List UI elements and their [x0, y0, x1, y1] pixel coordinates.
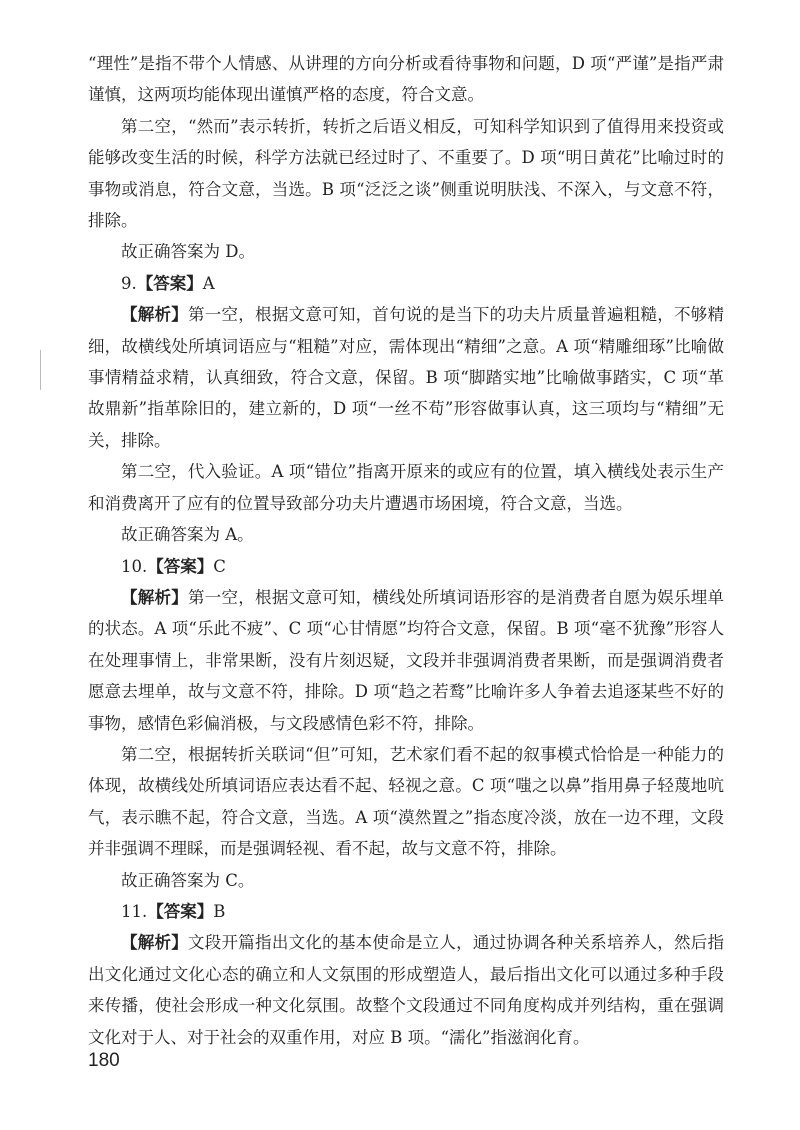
question-number: 11.	[121, 901, 148, 921]
answer-value: B	[213, 901, 226, 921]
answer-label: 【答案】	[147, 901, 214, 921]
answer-value: A	[202, 273, 215, 293]
analysis-q10-blank1	[88, 582, 724, 739]
answer-heading-q10	[88, 551, 724, 582]
analysis-label: 【解析】	[121, 587, 189, 607]
paragraph-q8-conclusion: 故正确答案为 D。	[121, 242, 255, 262]
analysis-q9-blank2: 第二空，代入验证。A 项“错位”指离开原来的或应有的位置，填入横线处表示生产和消费离开了应有的位置导致部分功夫片遭遇市场困境，符合文意，当选。	[88, 462, 724, 513]
answer-value: C	[213, 556, 226, 576]
analysis-q9-blank1	[88, 299, 724, 456]
scan-margin-mark	[40, 350, 41, 390]
page-body	[88, 48, 724, 1053]
question-number: 10.	[121, 556, 148, 576]
answer-heading-q11	[88, 896, 724, 927]
analysis-q10-conclusion: 故正确答案为 C。	[121, 870, 255, 890]
analysis-label: 【解析】	[121, 933, 189, 953]
analysis-q9-conclusion: 故正确答案为 A。	[121, 525, 254, 545]
paragraph-q8-blank2: 第二空，“然而”表示转折，转折之后语义相反，可知科学知识到了值得用来投资或能够改变生活的时候，科学方法就已经过时了、不重要了。D 项“明日黄花”比喻过时的事物或消息，符合文意，当选。B 项“泛泛之谈”侧重说明肤浅、不深入，与文意不符，排除。	[88, 116, 724, 231]
answer-heading-q9	[88, 268, 724, 299]
analysis-q11	[88, 927, 724, 1053]
answer-label: 【答案】	[147, 556, 214, 576]
analysis-text: 第一空，根据文意可知，首句说的是当下的功夫片质量普遍粗糙，不够精细，故横线处所填词语应与“粗糙”对应，需体现出“精细”之意。A 项“精雕细琢”比喻做事情精益求精，认真细致，符合文意，保留。B 项“脚踏实地”比喻做事踏实，C 项“革故鼎新”指革除旧的，建立新的，D 项“一丝不苟”形容做事认真，这三项均与“精细”无关，排除。	[88, 305, 725, 450]
analysis-text: 文段开篇指出文化的基本使命是立人，通过协调各种关系培养人，然后指出文化通过文化心态的确立和人文氛围的形成塑造人，最后指出文化可以通过多种手段来传播，使社会形成一种文化氛围。故整个文段通过不同角度构成并列结构，重在强调文化对于人、对于社会的双重作用，对应 B 项。“濡化”指滋润化育。	[88, 933, 725, 1047]
page-number: 180	[88, 1050, 120, 1071]
answer-label: 【答案】	[136, 273, 203, 293]
question-number: 9.	[121, 273, 137, 293]
analysis-text: 第一空，根据文意可知，横线处所填词语形容的是消费者自愿为娱乐埋单的状态。A 项“乐此不疲”、C 项“心甘情愿”均符合文意，保留。B 项“毫不犹豫”形容人在处理事情上，非常果断，没有片刻迟疑，文段并非强调消费者果断，而是强调消费者愿意去埋单，故与文意不符，排除。D 项“趋之若鹜”比喻许多人争着去追逐某些不好的事物，感情色彩偏消极，与文段感情色彩不符，排除。	[88, 587, 725, 733]
paragraph-q8-blank1-continued: “理性”是指不带个人情感、从讲理的方向分析或看待事物和问题，D 项“严谨”是指严肃谨慎，这两项均能体现出谨慎严格的态度，符合文意。	[88, 54, 724, 105]
analysis-label: 【解析】	[121, 305, 189, 325]
analysis-q10-blank2: 第二空，根据转折关联词“但”可知，艺术家们看不起的叙事模式恰恰是一种能力的体现，故横线处所填词语应表达看不起、轻视之意。C 项“嗤之以鼻”指用鼻子轻蔑地吭气，表示瞧不起，符合文意，当选。A 项“漠然置之”指态度冷淡，放在一边不理，文段并非强调不理睬，而是强调轻视、看不起，故与文意不符，排除。	[88, 744, 725, 859]
